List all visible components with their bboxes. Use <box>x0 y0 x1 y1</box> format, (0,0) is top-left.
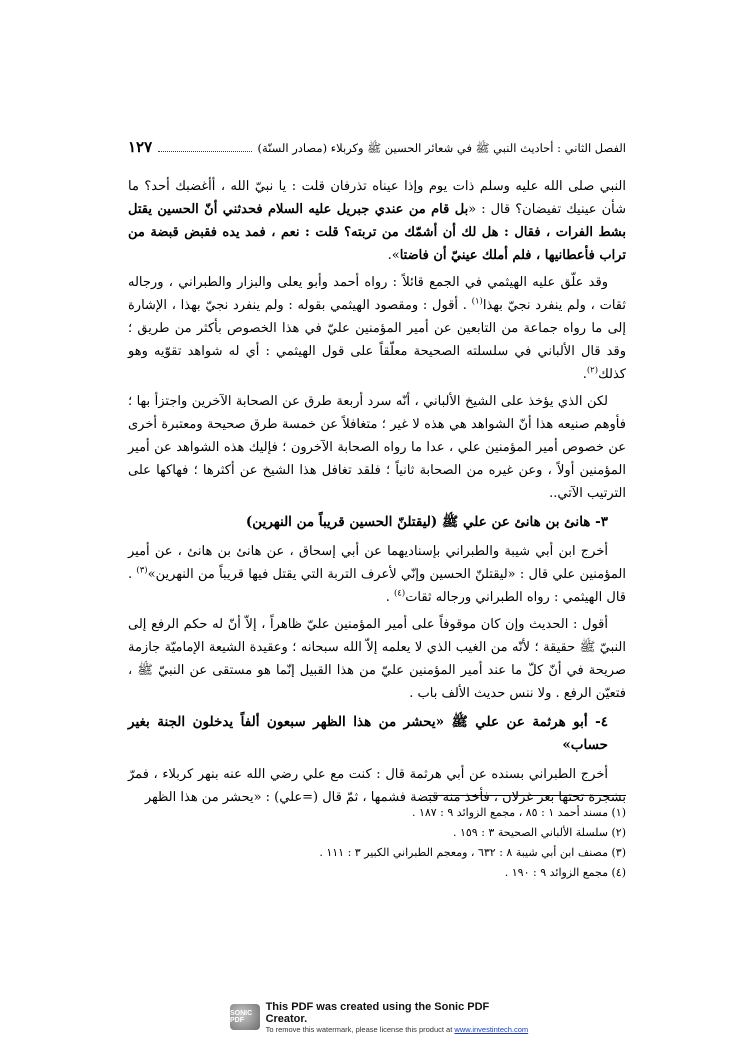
main-text <box>128 175 626 813</box>
footnote-ref-2[interactable]: (٢) <box>586 365 599 376</box>
watermark-line-2 <box>266 1025 530 1034</box>
watermark-license-text: To remove this watermark, please license this product at <box>265 1024 453 1034</box>
p2-text-b: . أقول : ومقصود الهيثمي بقوله : ولم ينفرد نجيّ بهذا ، الإشارة إلى ما رواه جماعة من التابعين عن أمير المؤمنين عليّ في هذا الخصوص بأكثر من طريق ؛ وقد قال الألباني في سلسلته الصحيحة معلّقاً على قول الهيثمي : أي له شواهد تقوّيه وهو كذلك <box>128 298 626 382</box>
sonic-pdf-logo-icon: SONIC PDF <box>230 1004 260 1030</box>
pdf-watermark <box>230 1000 530 1034</box>
p1-text: النبي صلى الله عليه وسلم ذات يوم وإذا عيناه تذرفان قلت : يا نبيّ الله ، أأغضبك أحد؟ ما شأن عينيك تفيضان؟ قال : « <box>128 179 626 217</box>
header-leader-dots <box>158 141 251 152</box>
p4-text-c: . <box>385 590 394 605</box>
footnote-ref-4[interactable]: (٤) <box>393 588 406 599</box>
running-header-title: الفصل الثاني : أحاديث النبي ﷺ في شعائر الحسين ﷺ وكربلاء (مصادر السنّة) <box>257 141 626 155</box>
paragraph-3: لكن الذي يؤخذ على الشيخ الألباني ، أنّه سرد أربعة طرق عن الصحابة الآخرين واجتزأ بها ؛ فأوهم صنيعه هذا أنّ الشواهد هي هذه لا غير ؛ متغافلاً عن خمسة طرق صحيحة ومعتبرة أخرى عن خصوص أمير المؤمنين علي ، عدا ما رواه الصحابة الآخرون ؛ فإليك هذه الشواهد عن أمير المؤمنين أولاً ، وعن غيره من الصحابة ثانياً ؛ فلقد تغافل هذا الشيخ عن أكثرها ؛ فهاكها على الترتيب الآتي.. <box>128 394 626 501</box>
footnote-2: (٢) سلسلة الألباني الصحيحة ٣ : ١٥٩ . <box>452 826 626 839</box>
watermark-line-1: This PDF was created using the Sonic PDF Creator. <box>265 1000 490 1025</box>
watermark-link[interactable]: www.investintech.com <box>454 1024 529 1034</box>
paragraph-6: أخرج الطبراني بسنده عن أبي هرثمة قال : كنت مع علي رضي الله عنه بنهر كربلاء ، فمرّ بشجرة تحتها بعر غزلان ، فأخذ منه قبضة فشمها ، ثمّ قال (=علي) : «يحشر من هذا الظهر <box>128 767 626 805</box>
footnotes <box>128 803 626 883</box>
p4-text-b: . قال الهيثمي : رواه الطبراني ورجاله ثقات <box>128 567 626 605</box>
paragraph-2 <box>128 271 626 386</box>
footnote-ref-1[interactable]: (١) <box>471 296 483 307</box>
section-heading-3: ٣- هانئ بن هانئ عن علي ﷺ (ليقتلنّ الحسين قريباً من النهرين) <box>245 514 608 530</box>
paragraph-5: أقول : الحديث وإن كان موقوفاً على أمير المؤمنين عليّ ظاهراً ، إلاّ أنّ له حكم الرفع إلى النبيّ ﷺ حقيقة ؛ لأنّه من الغيب الذي لا يعلمه إلاّ الله سبحانه ؛ وعقيدة الشيعة الإماميّة جازمة صريحة في أنّ كلّ ما عند أمير المؤمنين عليّ من هذا القبيل إنّما هو مستقى عن النبيّ ﷺ ، فتعيّن الرفع . ولا ننس حديث الألف باب . <box>128 617 626 701</box>
paragraph-1 <box>128 175 626 267</box>
footnote-1: (١) مسند أحمد ١ : ٨٥ ، مجمع الزوائد ٩ : ١٨٧ . <box>411 806 626 819</box>
footnote-ref-3[interactable]: (٣) <box>136 565 148 576</box>
footnote-divider <box>428 795 626 796</box>
page-header <box>128 138 626 160</box>
p2-text-a: وقد علّق عليه الهيثمي في الجمع قائلاً : رواه أحمد وأبو يعلى والبزار والطبراني ، ورجاله ثقات ، ولم ينفرد نجيّ بهذا <box>128 275 626 313</box>
paragraph-4 <box>128 540 626 609</box>
hadith-quote: بل قام من عندي جبريل عليه السلام فحدثني أنّ الحسين يقتل بشط الفرات ، فقال : هل لك أن أشمّك من تربته؟ قلت : نعم ، فمد يده فقبض قبضة من تراب فأعطانيها ، فلم أملك عينيّ أن فاضتا <box>128 202 626 263</box>
footnote-4: (٤) مجمع الزوائد ٩ : ١٩٠ . <box>504 866 626 879</box>
footnote-3: (٣) مصنف ابن أبي شيبة ٨ : ٦٣٢ ، ومعجم الطبراني الكبير ٣ : ١١١ . <box>319 846 626 859</box>
p4-text-a: أخرج ابن أبي شيبة والطبراني بإسناديهما عن أبي إسحاق ، عن هانئ بن هانئ ، عن أمير المؤمنين علي قال : «ليقتلنّ الحسين وإنّي لأعرف التربة التي يقتل فيها قريباً من النهرين» <box>128 544 626 582</box>
p2-text-c: . <box>582 367 587 382</box>
page-number: ١٢٧ <box>128 138 153 156</box>
section-heading-4: ٤- أبو هرثمة عن علي ﷺ «يحشر من هذا الظهر سبعون ألفاً يدخلون الجنة بغير حساب» <box>128 714 608 753</box>
watermark-text <box>266 1001 530 1034</box>
p1-end: ». <box>387 248 400 263</box>
